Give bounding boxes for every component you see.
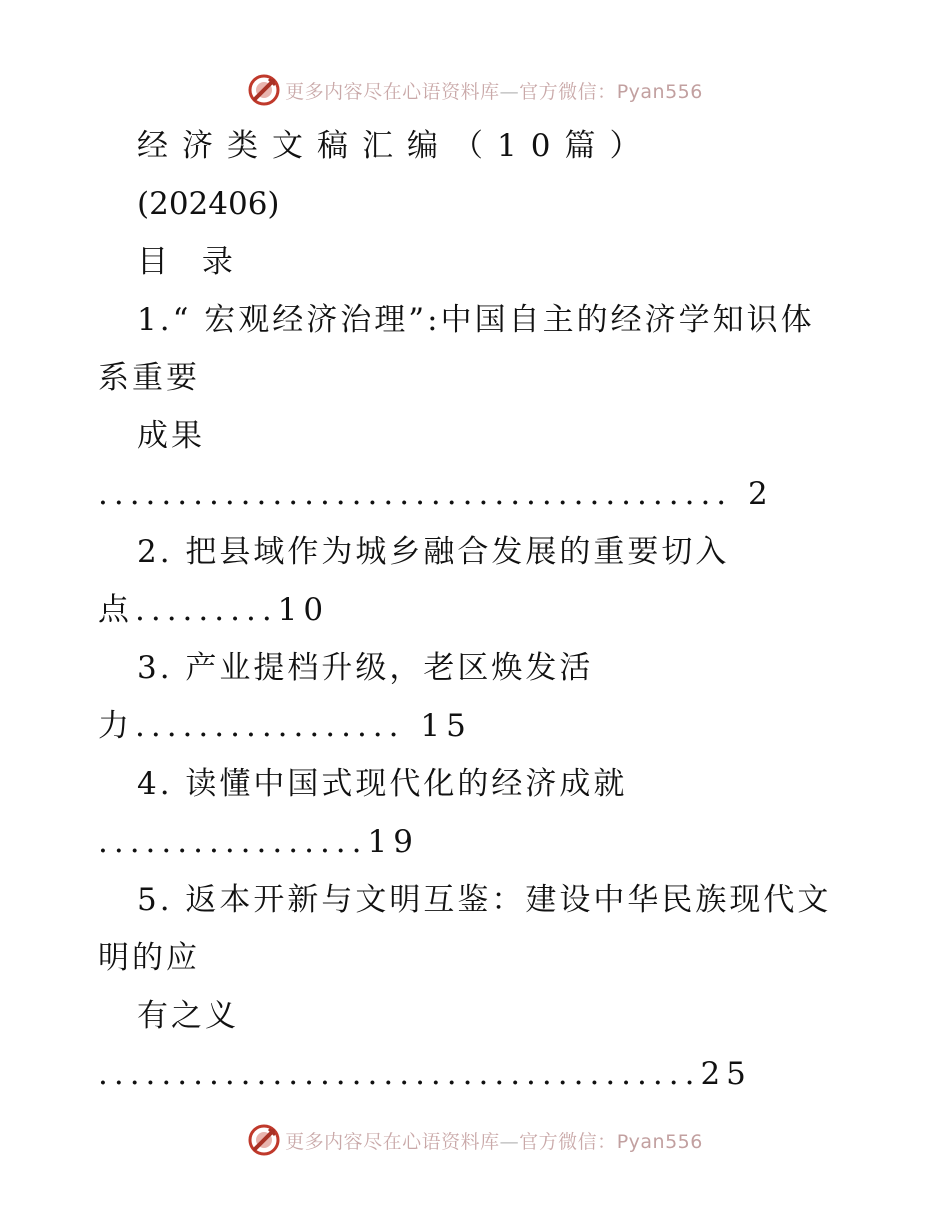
toc-heading: 目 录 <box>137 244 245 280</box>
toc-entry-1-line2[interactable]: 系重要 <box>98 360 200 396</box>
toc-entry-3-leader[interactable]: 力................. 15 <box>98 708 472 744</box>
wechat-id: Pyan556 <box>616 80 703 103</box>
toc-entry-4-line1[interactable]: 4. 读懂中国式现代化的经济成就 <box>137 766 628 802</box>
toc-entry-5-line3[interactable]: 有之义 <box>137 998 239 1034</box>
brand-logo-icon <box>247 73 281 107</box>
toc-entry-1-line1[interactable]: 1.“ 宏观经济治理”:中国自主的经济学知识体 <box>137 302 815 338</box>
toc-entry-5-line2[interactable]: 明的应 <box>98 940 200 976</box>
toc-entry-2-line1[interactable]: 2. 把县域作为城乡融合发展的重要切入 <box>137 534 730 570</box>
toc-entry-2-leader[interactable]: 点.........10 <box>98 592 330 628</box>
wechat-id: Pyan556 <box>616 1130 703 1153</box>
toc-entry-1-line3[interactable]: 成果 <box>137 418 205 454</box>
toc-entry-1-leader[interactable]: ........................................ 2 <box>98 476 774 512</box>
brand-logo-icon <box>247 1123 281 1157</box>
watermark-text: 更多内容尽在心语资料库—官方微信：Pyan556 <box>285 80 703 103</box>
toc-entry-3-line1[interactable]: 3. 产业提档升级，老区焕发活 <box>137 650 594 686</box>
toc-entry-5-leader[interactable]: ......................................25 <box>98 1056 752 1092</box>
document-date: (202406) <box>137 186 280 222</box>
watermark-banner-bottom <box>0 1120 950 1160</box>
watermark-banner-top <box>0 70 950 110</box>
toc-entry-4-leader[interactable]: .................19 <box>98 824 419 860</box>
watermark-text: 更多内容尽在心语资料库—官方微信：Pyan556 <box>285 1130 703 1153</box>
toc-entry-5-line1[interactable]: 5. 返本开新与文明互鉴：建设中华民族现代文 <box>137 882 832 918</box>
document-title: 经济类文稿汇编（10篇） <box>137 128 655 164</box>
